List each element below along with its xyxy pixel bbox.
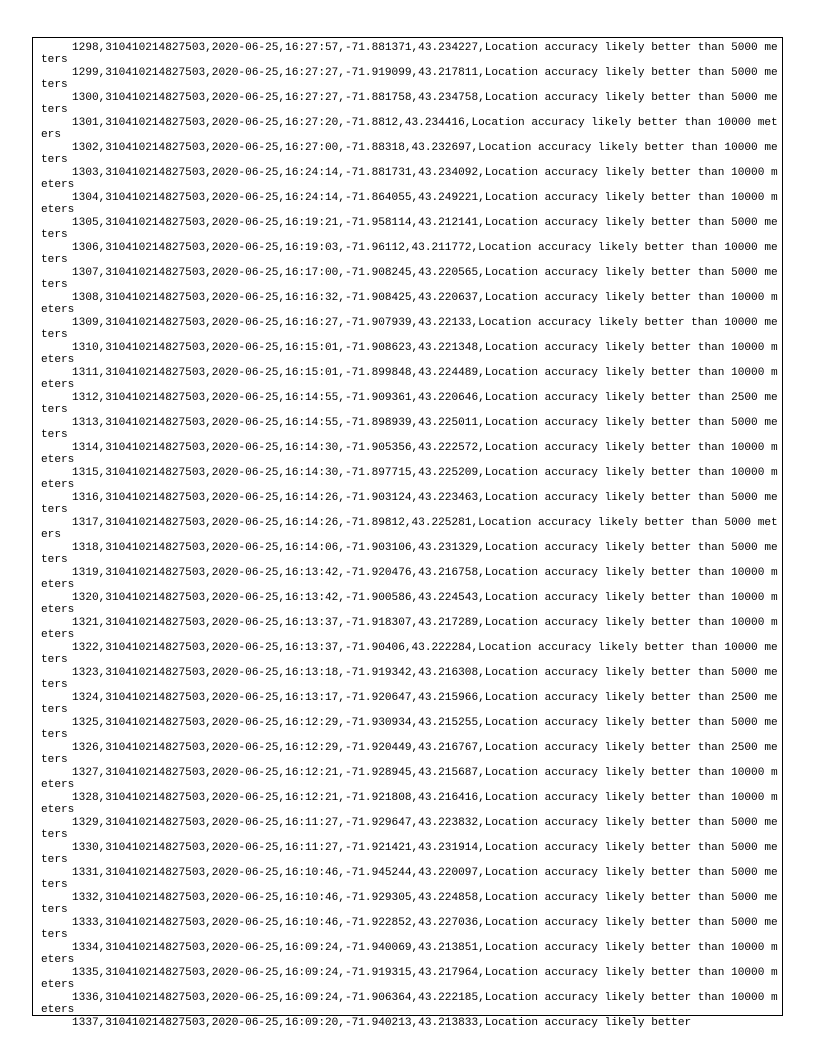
- record-line: 1301,310410214827503,2020-06-25,16:27:20,-71.8812,43.234416,Location accuracy likely better than 10000 meters: [41, 116, 778, 141]
- record-list: [41, 42, 781, 1030]
- record-line: 1331,310410214827503,2020-06-25,16:10:46,-71.945244,43.220097,Location accuracy likely better than 5000 meters: [41, 866, 778, 891]
- record-line: 1304,310410214827503,2020-06-25,16:24:14,-71.864055,43.249221,Location accuracy likely better than 10000 meters: [41, 191, 778, 216]
- record-line: 1307,310410214827503,2020-06-25,16:17:00,-71.908245,43.220565,Location accuracy likely better than 5000 meters: [41, 266, 778, 291]
- record-line: 1327,310410214827503,2020-06-25,16:12:21,-71.928945,43.215687,Location accuracy likely better than 10000 meters: [41, 766, 778, 791]
- record-line: 1311,310410214827503,2020-06-25,16:15:01,-71.899848,43.224489,Location accuracy likely better than 10000 meters: [41, 366, 778, 391]
- record-line: 1303,310410214827503,2020-06-25,16:24:14,-71.881731,43.234092,Location accuracy likely better than 10000 meters: [41, 166, 778, 191]
- record-line: 1299,310410214827503,2020-06-25,16:27:27,-71.919099,43.217811,Location accuracy likely better than 5000 meters: [41, 66, 778, 91]
- record-line: 1321,310410214827503,2020-06-25,16:13:37,-71.918307,43.217289,Location accuracy likely better than 10000 meters: [41, 616, 778, 641]
- record-line: 1318,310410214827503,2020-06-25,16:14:06,-71.903106,43.231329,Location accuracy likely better than 5000 meters: [41, 541, 778, 566]
- record-line: 1323,310410214827503,2020-06-25,16:13:18,-71.919342,43.216308,Location accuracy likely better than 5000 meters: [41, 666, 778, 691]
- record-line: 1328,310410214827503,2020-06-25,16:12:21,-71.921808,43.216416,Location accuracy likely better than 10000 meters: [41, 791, 778, 816]
- record-line: 1305,310410214827503,2020-06-25,16:19:21,-71.958114,43.212141,Location accuracy likely better than 5000 meters: [41, 216, 778, 241]
- record-line: 1334,310410214827503,2020-06-25,16:09:24,-71.940069,43.213851,Location accuracy likely better than 10000 meters: [41, 941, 778, 966]
- record-line: 1320,310410214827503,2020-06-25,16:13:42,-71.900586,43.224543,Location accuracy likely better than 10000 meters: [41, 591, 778, 616]
- record-line: 1306,310410214827503,2020-06-25,16:19:03,-71.96112,43.211772,Location accuracy likely better than 10000 meters: [41, 241, 778, 266]
- record-line: 1319,310410214827503,2020-06-25,16:13:42,-71.920476,43.216758,Location accuracy likely better than 10000 meters: [41, 566, 778, 591]
- record-line: 1312,310410214827503,2020-06-25,16:14:55,-71.909361,43.220646,Location accuracy likely better than 2500 meters: [41, 391, 778, 416]
- record-line: 1315,310410214827503,2020-06-25,16:14:30,-71.897715,43.225209,Location accuracy likely better than 10000 meters: [41, 466, 778, 491]
- record-line: 1332,310410214827503,2020-06-25,16:10:46,-71.929305,43.224858,Location accuracy likely better than 5000 meters: [41, 891, 778, 916]
- record-line: 1316,310410214827503,2020-06-25,16:14:26,-71.903124,43.223463,Location accuracy likely better than 5000 meters: [41, 491, 778, 516]
- record-line: 1302,310410214827503,2020-06-25,16:27:00,-71.88318,43.232697,Location accuracy likely better than 10000 meters: [41, 141, 778, 166]
- record-line: 1310,310410214827503,2020-06-25,16:15:01,-71.908623,43.221348,Location accuracy likely better than 10000 meters: [41, 341, 778, 366]
- record-line: 1329,310410214827503,2020-06-25,16:11:27,-71.929647,43.223832,Location accuracy likely better than 5000 meters: [41, 816, 778, 841]
- record-line: 1326,310410214827503,2020-06-25,16:12:29,-71.920449,43.216767,Location accuracy likely better than 2500 meters: [41, 741, 778, 766]
- record-line: 1314,310410214827503,2020-06-25,16:14:30,-71.905356,43.222572,Location accuracy likely better than 10000 meters: [41, 441, 778, 466]
- record-line: 1309,310410214827503,2020-06-25,16:16:27,-71.907939,43.22133,Location accuracy likely better than 10000 meters: [41, 316, 778, 341]
- document-frame: [32, 37, 783, 1029]
- record-line: 1333,310410214827503,2020-06-25,16:10:46,-71.922852,43.227036,Location accuracy likely better than 5000 meters: [41, 916, 778, 941]
- record-line: 1308,310410214827503,2020-06-25,16:16:32,-71.908425,43.220637,Location accuracy likely better than 10000 meters: [41, 291, 778, 316]
- record-line: 1300,310410214827503,2020-06-25,16:27:27,-71.881758,43.234758,Location accuracy likely better than 5000 meters: [41, 91, 778, 116]
- record-line: 1324,310410214827503,2020-06-25,16:13:17,-71.920647,43.215966,Location accuracy likely better than 2500 meters: [41, 691, 778, 716]
- record-line: 1298,310410214827503,2020-06-25,16:27:57,-71.881371,43.234227,Location accuracy likely better than 5000 meters: [41, 41, 778, 66]
- record-line: 1335,310410214827503,2020-06-25,16:09:24,-71.919315,43.217964,Location accuracy likely better than 10000 meters: [41, 966, 778, 991]
- record-line: 1322,310410214827503,2020-06-25,16:13:37,-71.90406,43.222284,Location accuracy likely better than 10000 meters: [41, 641, 778, 666]
- record-line: 1330,310410214827503,2020-06-25,16:11:27,-71.921421,43.231914,Location accuracy likely better than 5000 meters: [41, 841, 778, 866]
- record-line: 1317,310410214827503,2020-06-25,16:14:26,-71.89812,43.225281,Location accuracy likely better than 5000 meters: [41, 516, 778, 541]
- record-line: 1336,310410214827503,2020-06-25,16:09:24,-71.906364,43.222185,Location accuracy likely better than 10000 meters: [41, 991, 778, 1016]
- record-line: 1325,310410214827503,2020-06-25,16:12:29,-71.930934,43.215255,Location accuracy likely better than 5000 meters: [41, 716, 778, 741]
- record-line: 1337,310410214827503,2020-06-25,16:09:20,-71.940213,43.213833,Location accuracy likely better: [72, 1016, 692, 1029]
- record-line: 1313,310410214827503,2020-06-25,16:14:55,-71.898939,43.225011,Location accuracy likely better than 5000 meters: [41, 416, 778, 441]
